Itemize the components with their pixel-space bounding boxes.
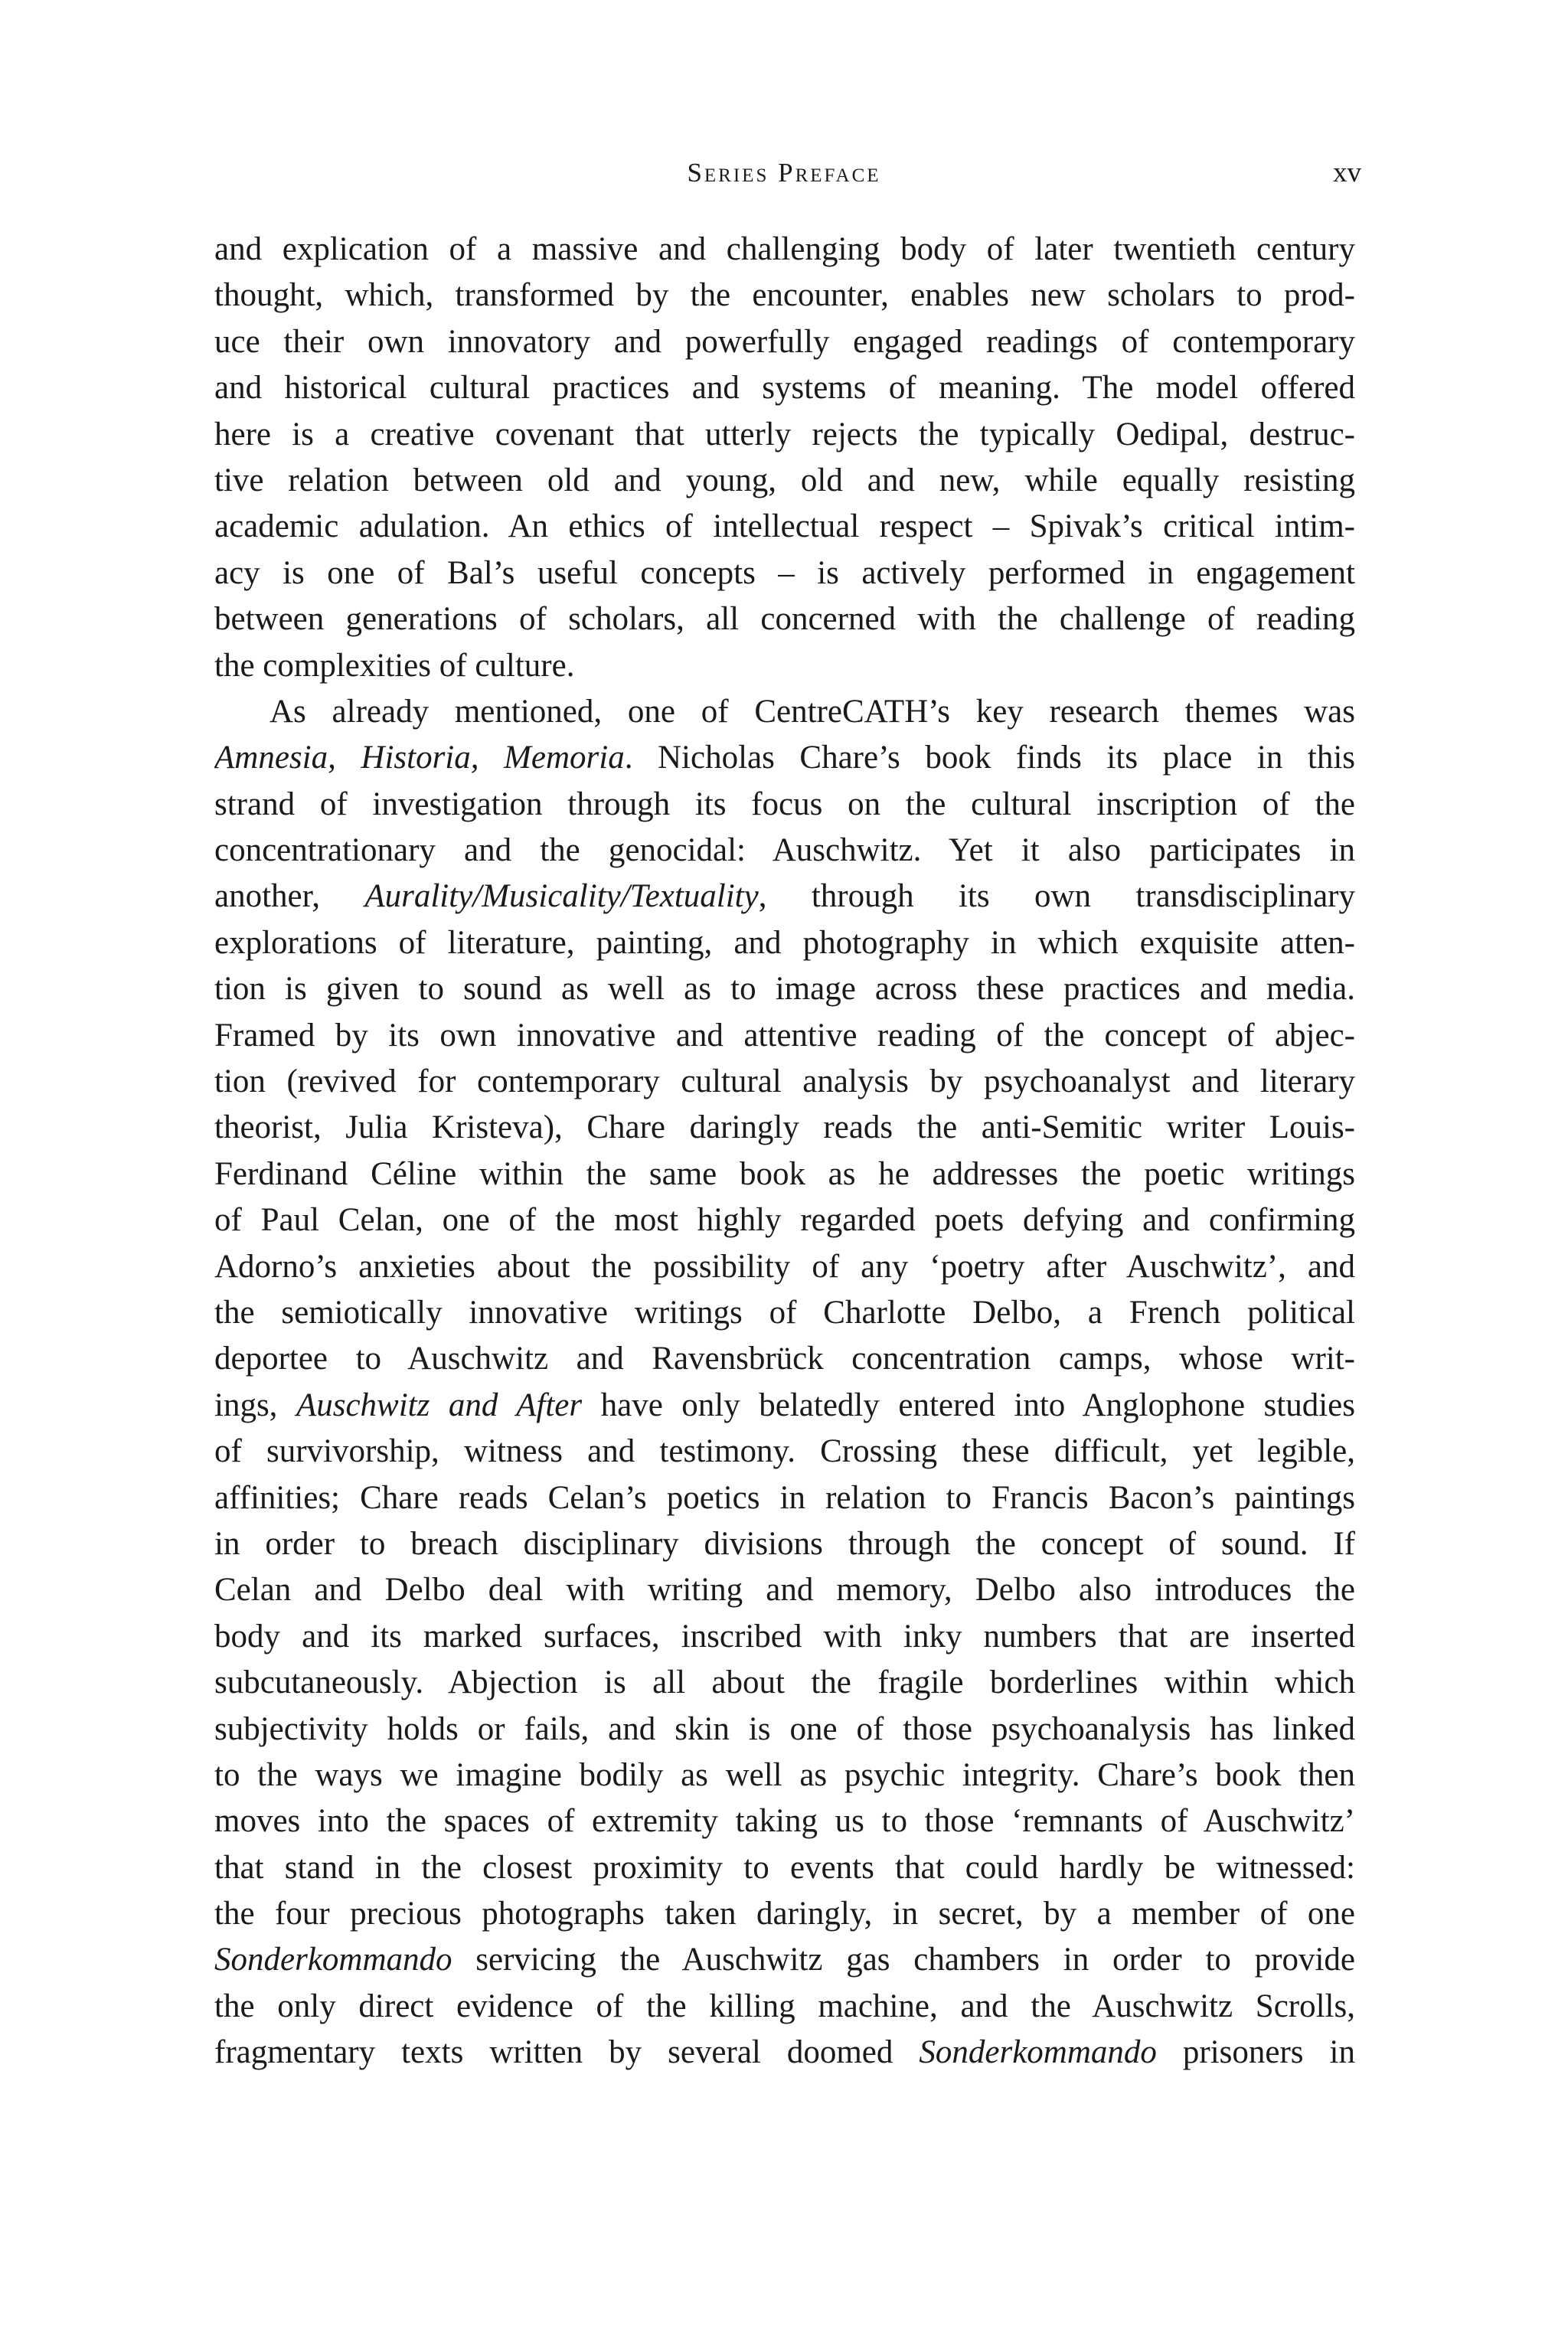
text-line: acy is one of Bal’s useful concepts – is actively performed in engagement xyxy=(214,554,1355,591)
text-line: of survivorship, witness and testimony. Crossing these difficult, yet legible, xyxy=(214,1433,1355,1470)
text-line: academic adulation. An ethics of intellectual respect – Spivak’s critical intim- xyxy=(214,508,1355,545)
text-line: subjectivity holds or fails, and skin is one of those psychoanalysis has linked xyxy=(214,1710,1355,1747)
text-line: tion (revived for contemporary cultural analysis by psychoanalyst and literary xyxy=(214,1063,1355,1100)
text-fragment: another, xyxy=(214,878,365,915)
text-line: thought, which, transformed by the encounter, enables new scholars to prod- xyxy=(214,277,1355,314)
text-line: and explication of a massive and challenging body of later twentieth century xyxy=(214,231,1355,267)
text-line: Framed by its own innovative and attentive reading of the concept of abjec- xyxy=(214,1017,1355,1054)
text-line: the semiotically innovative writings of Charlotte Delbo, a French political xyxy=(214,1294,1355,1331)
text-line: concentrationary and the genocidal: Auschwitz. Yet it also participates in xyxy=(214,832,1355,869)
text-line: strand of investigation through its focus on the cultural inscription of the xyxy=(214,786,1355,822)
text-line: Ferdinand Céline within the same book as he addresses the poetic writings xyxy=(214,1155,1355,1192)
text-line: the complexities of culture. xyxy=(214,647,575,684)
text-line: uce their own innovatory and powerfully engaged readings of contemporary xyxy=(214,323,1355,360)
running-title: Series Preface xyxy=(687,158,881,188)
text-line xyxy=(214,1383,1355,1429)
running-head xyxy=(0,150,1568,196)
text-fragment: , through its own transdisciplinary xyxy=(758,878,1355,915)
italic-title: Auschwitz and After xyxy=(296,1387,583,1423)
text-fragment: have only belatedly entered into Anglophone studies xyxy=(582,1387,1355,1423)
text-line: between generations of scholars, all concerned with the challenge of reading xyxy=(214,601,1355,638)
text-line: the only direct evidence of the killing machine, and the Auschwitz Scrolls, xyxy=(214,1988,1355,2024)
text-line: tion is given to sound as well as to image across these practices and media. xyxy=(214,971,1355,1008)
text-fragment: . Nicholas Chare’s book finds its place in this xyxy=(624,740,1355,776)
text-line: here is a creative covenant that utterly rejects the typically Oedipal, destruc- xyxy=(214,416,1355,452)
text-line: of Paul Celan, one of the most highly regarded poets defying and confirming xyxy=(214,1202,1355,1239)
text-line: Adorno’s anxieties about the possibility of any ‘poetry after Auschwitz’, and xyxy=(214,1248,1355,1285)
text-line: subcutaneously. Abjection is all about the fragile borderlines within which xyxy=(214,1664,1355,1701)
text-line: in order to breach disciplinary divisions through the concept of sound. If xyxy=(214,1525,1355,1562)
text-line: to the ways we imagine bodily as well as psychic integrity. Chare’s book then xyxy=(214,1756,1355,1793)
text-line: affinities; Chare reads Celan’s poetics in relation to Francis Bacon’s paintings xyxy=(214,1479,1355,1516)
text-line: theorist, Julia Kristeva), Chare daringly reads the anti-Semitic writer Louis- xyxy=(214,1109,1355,1146)
text-fragment: prisoners in xyxy=(1156,2034,1355,2071)
text-line: deportee to Auschwitz and Ravensbrück concentration camps, whose writ- xyxy=(214,1341,1355,1377)
text-line: body and its marked surfaces, inscribed with inky numbers that are inserted xyxy=(214,1618,1355,1655)
text-line: the four precious photographs taken daringly, in secret, by a member of one xyxy=(214,1896,1355,1932)
text-line xyxy=(214,735,1355,781)
text-line: As already mentioned, one of CentreCATH’s key research themes was xyxy=(270,693,1355,730)
body-text xyxy=(214,227,1355,2076)
text-fragment: servicing the Auschwitz gas chambers in order to provide xyxy=(452,1942,1355,1978)
text-line: tive relation between old and young, old and new, while equally resisting xyxy=(214,462,1355,498)
text-line: moves into the spaces of extremity taking us to those ‘remnants of Auschwitz’ xyxy=(214,1803,1355,1840)
text-line: and historical cultural practices and systems of meaning. The model offered xyxy=(214,370,1355,407)
italic-term: Sonderkommando xyxy=(919,2034,1157,2071)
text-line: that stand in the closest proximity to events that could hardly be witnessed: xyxy=(214,1849,1355,1886)
text-fragment: ings, xyxy=(214,1387,296,1423)
text-line: explorations of literature, painting, and photography in which exquisite atten- xyxy=(214,924,1355,961)
text-line xyxy=(214,1937,1355,1983)
italic-title: Aurality/Musicality/Textuality xyxy=(364,878,759,915)
italic-title: Amnesia, Historia, Memoria xyxy=(214,740,625,776)
text-line xyxy=(214,874,1355,920)
page-number: xv xyxy=(1333,157,1361,188)
italic-term: Sonderkommando xyxy=(214,1942,452,1978)
text-line: Celan and Delbo deal with writing and memory, Delbo also introduces the xyxy=(214,1572,1355,1609)
text-line xyxy=(214,2030,1355,2076)
text-fragment: fragmentary texts written by several doomed xyxy=(214,2034,920,2071)
